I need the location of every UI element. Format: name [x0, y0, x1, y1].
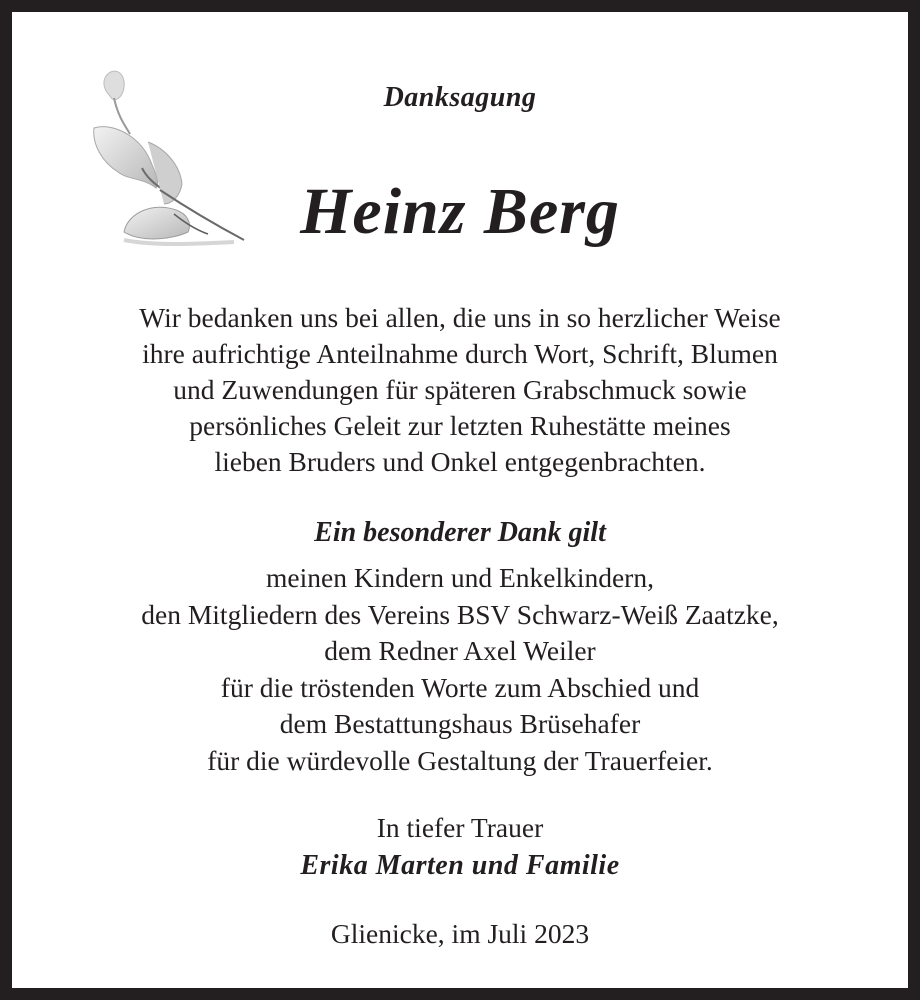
paragraph-line: lieben Bruders und Onkel entgegenbrachten. — [214, 446, 706, 477]
special-thanks-heading: Ein besonderer Dank gilt — [314, 517, 606, 548]
paragraph-line: ihre aufrichtige Anteilnahme durch Wort, Schrift, Blumen — [142, 338, 778, 369]
paragraph-line: Wir bedanken uns bei allen, die uns in so herzlicher Weise — [139, 302, 781, 333]
thanks-paragraph — [12, 300, 908, 480]
thanks-line: dem Bestattungshaus Brüsehafer — [279, 708, 641, 739]
notice-subtitle: Danksagung — [383, 82, 537, 113]
place-date: Glienicke, im Juli 2023 — [330, 918, 590, 949]
thanks-line: für die tröstenden Worte zum Abschied und — [220, 671, 700, 703]
family-signature: Erika Marten und Familie — [300, 850, 620, 881]
thanks-line: dem Redner Axel Weiler — [324, 635, 596, 666]
deceased-name: Heinz Berg — [300, 175, 620, 248]
thanks-line: den Mitgliedern des Vereins BSV Schwarz-Weiß Zaatzke, — [141, 598, 779, 630]
special-thanks-list — [12, 560, 908, 779]
paragraph-line: persönliches Geleit zur letzten Ruhestätte meines — [189, 410, 731, 441]
thanks-line: meinen Kindern und Enkelkindern, — [266, 562, 654, 593]
paragraph-line: und Zuwendungen für späteren Grabschmuck sowie — [173, 374, 747, 405]
mourning-line: In tiefer Trauer — [376, 812, 544, 843]
thanks-line: für die würdevolle Gestaltung der Trauerfeier. — [207, 744, 713, 776]
